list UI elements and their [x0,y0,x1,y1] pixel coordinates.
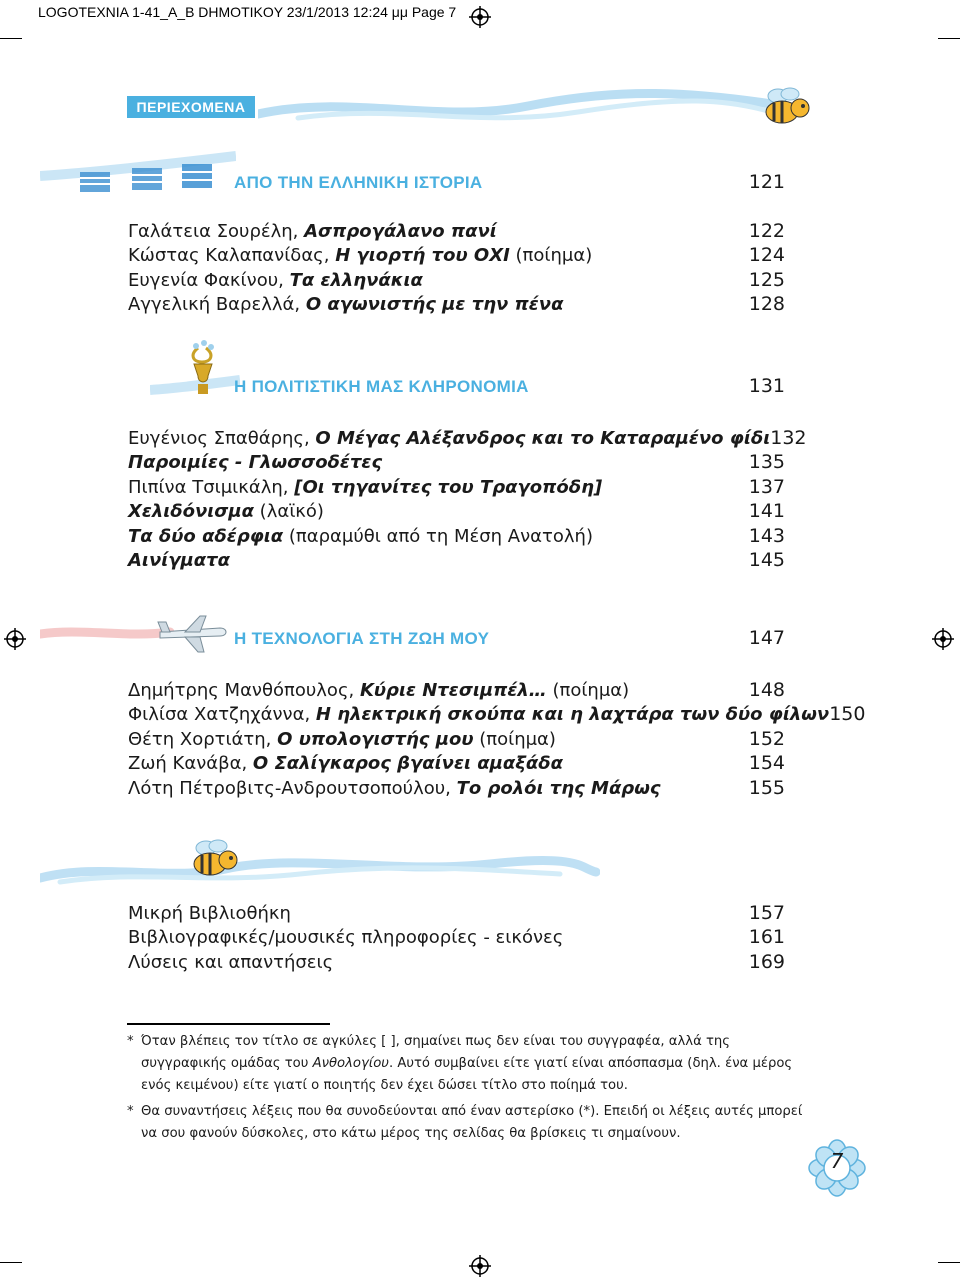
entry-author: Κώστας Καλαπανίδας, [128,245,336,267]
entry-title: Αινίγματα [128,549,230,571]
entry-page: 141 [748,500,785,523]
registration-mark-icon [469,1255,491,1277]
entry-page: 148 [748,679,785,701]
toc-entry [128,244,785,268]
contents-badge: ΠΕΡΙΕΧΟΜΕΝΑ [127,96,255,118]
entry-page: 124 [748,244,785,267]
section-title: ΑΠΟ ΤΗΝ ΕΛΛΗΝΙΚΗ ΙΣΤΟΡΙΑ [234,173,483,192]
registration-mark-icon [469,6,491,28]
section-title: Η ΠΟΛΙΤΙΣΤΙΚΗ ΜΑΣ ΚΛΗΡΟΝΟΜΙΑ [234,377,529,396]
crop-mark-line [938,38,960,39]
entry-author: Λότη Πέτροβιτς-Ανδρουτσοπούλου, [128,777,457,799]
appendix-page: 157 [748,902,785,924]
footnote-rule [127,1023,330,1025]
toc-entry [128,220,785,244]
appendix-page: 169 [748,950,785,973]
entry-note: (παραμύθι από τη Μέση Ανατολή) [283,525,593,547]
toc-entry [128,728,785,752]
entry-page: 155 [748,776,785,799]
toc-entry [128,427,807,451]
toc-entry [128,476,785,500]
airplane-decoration [40,610,230,658]
entry-page: 128 [748,293,785,316]
appendix-list [128,902,785,975]
entry-title: Η ηλεκτρική σκούπα και η λαχτάρα των δύο φίλων [315,704,830,726]
entry-author: Φιλίσα Χατζηχάννα, [128,704,316,726]
appendix-entry [128,951,785,975]
registration-mark-icon [932,628,954,650]
entry-title: Παροιμίες - Γλωσσοδέτες [128,452,383,474]
entry-page: 150 [829,703,866,726]
entry-page: 125 [748,268,785,291]
entry-page: 135 [748,451,785,474]
toc-entry [128,679,785,703]
crop-mark-line [0,1262,22,1263]
footnote-emphasis: Ανθολογίου [312,1056,389,1071]
entry-title: Η γιορτή του ΟΧΙ [335,245,510,267]
entry-author: Ευγενία Φακίνου, [128,269,290,291]
appendix-page: 161 [748,926,785,949]
bee-icon [186,836,242,882]
toc-entry [128,525,785,549]
entry-author: Δημήτρης Μανθόπουλος, [128,680,360,701]
toc-list [128,220,785,318]
entry-page: 132 [770,427,807,449]
page-number: 7 [830,1149,844,1173]
footnotes [127,1031,812,1149]
entry-title: Το ρολόι της Μάρως [456,777,661,799]
entry-title: Ο Μέγας Αλέξανδρος και το Καταραμένο φίδι [315,428,771,449]
entry-title: Χελιδόνισμα [128,501,254,523]
entry-title: Ο υπολογιστής μου [277,728,474,750]
entry-author: Ευγένιος Σπαθάρης, [128,428,316,449]
appendix-entry [128,902,785,926]
vase-decoration [150,340,240,402]
appendix-label: Μικρή Βιβλιοθήκη [128,903,291,924]
footnote-text: Θα συναντήσεις λέξεις που θα συνοδεύονται από έναν αστερίσκο (*). Επειδή οι λέξεις αυτές μπορεί να σου φανούν δύσκολες, στο κάτω μέρος της σελίδας θα βρίσκεις τι σημαίνουν. [141,1104,803,1141]
entry-author: Γαλάτεια Σουρέλη, [128,221,305,242]
toc-entry [128,500,785,524]
entry-title: Κύριε Ντεσιμπέλ… [359,680,547,701]
entry-note: (ποίημα) [473,728,556,750]
toc-entry [128,777,785,801]
footnote-text: . Αυτό συμβαίνει είτε γιατί είναι απόσπασμα (δηλ. ένα μέρος ενός κειμένου) είτε γιατί ο ποιητής δεν έχει δώσει τίτλο στο ποίημά του. [141,1056,793,1093]
entry-title: Ο αγωνιστής με την πένα [305,294,564,316]
entry-note: (ποίημα) [509,245,593,267]
entry-page: 145 [748,548,785,571]
entry-author: Θέτη Χορτιάτη, [128,728,278,750]
footnote-text: Όταν βλέπεις τον τίτλο σε αγκύλες [ ], σημαίνει πως δεν είναι του συγγραφέα, αλλά της συγγραφικής ομάδας του [141,1034,731,1071]
entry-page: 154 [748,752,785,775]
section-page-number: 147 [748,627,785,649]
toc-list [128,679,866,801]
entry-title: Τα δύο αδέρφια [128,525,284,547]
footnote-marker: * [127,1034,134,1049]
entry-author: Πιπίνα Τσιμικάλη, [128,476,295,498]
print-header: LOGOTEXNIA 1-41_A_B DHMOTIKOY 23/1/2013 12:24 μμ Page 7 [38,4,457,20]
entry-page: 152 [748,727,785,750]
entry-title: Ασπρογάλανο πανί [304,221,497,242]
entry-page: 143 [748,524,785,547]
toc-entry [128,752,785,776]
entry-author: Αγγελική Βαρελλά, [128,294,306,316]
entry-page: 122 [748,220,785,242]
entry-title: [Οι τηγανίτες του Τραγοπόδη] [294,476,603,498]
sky-swirl-decoration [258,84,818,132]
entry-title: Ο Σαλίγκαρος βγαίνει αμαξάδα [252,753,563,775]
entry-author: Ζωή Κανάβα, [128,753,253,775]
entry-note: (λαϊκό) [253,501,324,523]
crop-mark-line [0,38,22,39]
entry-note: (ποίημα) [546,680,630,701]
toc-entry [128,549,785,573]
toc-entry [128,269,785,293]
section-page-number: 121 [748,171,785,193]
appendix-entry [128,926,785,950]
toc-entry [128,451,785,475]
toc-list [128,427,807,573]
appendix-label: Βιβλιογραφικές/μουσικές πληροφορίες - εικόνες [128,927,564,949]
footnote [127,1031,812,1097]
appendix-label: Λύσεις και απαντήσεις [128,951,334,973]
sky-swirl-decoration [40,838,600,890]
registration-mark-icon [4,628,26,650]
toc-entry [128,703,866,727]
flags-decoration [40,150,236,200]
footnote [127,1101,812,1145]
toc-entry [128,293,785,317]
entry-title: Τα ελληνάκια [289,269,423,291]
section-title: Η ΤΕΧΝΟΛΟΓΙΑ ΣΤΗ ΖΩΗ ΜΟΥ [234,629,490,648]
bee-icon [758,84,814,130]
footnote-marker: * [127,1104,134,1119]
entry-page: 137 [748,475,785,498]
crop-mark-line [938,1262,960,1263]
section-page-number: 131 [748,375,785,397]
